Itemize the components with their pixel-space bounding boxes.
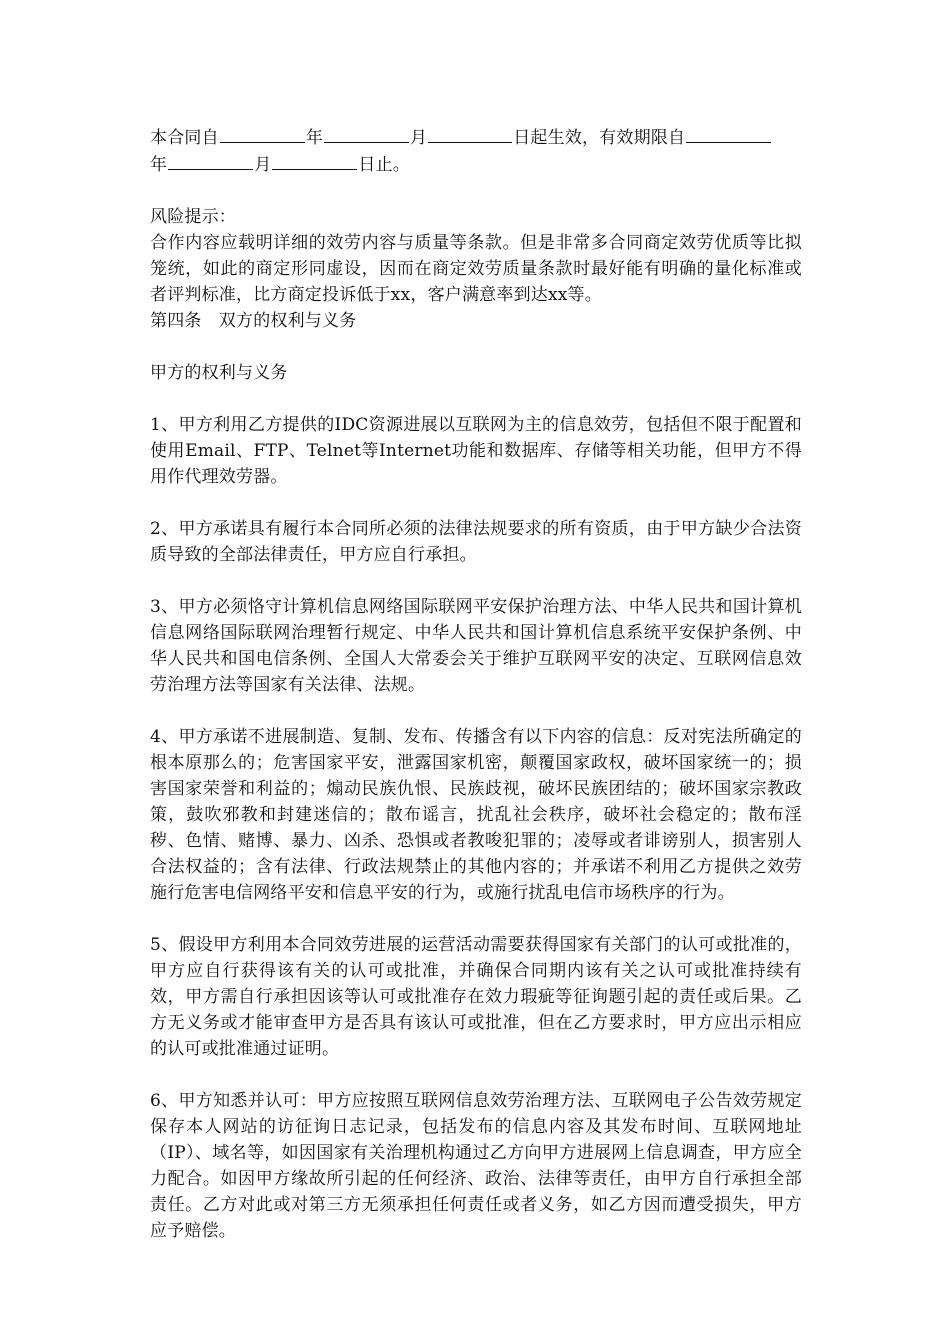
clause-text: 年 <box>305 128 324 148</box>
clause-item: 6、甲方知悉并认可：甲方应按照互联网信息效劳治理方法、互联网电子公告效劳规定保存本人网站的访征询日志记录，包括发布的信息内容及其发布时间、互联网地址（IP）、域名等，如因国家有关治理机构通过乙方向甲方进展网上信息调查，甲方应全力配合。如因甲方缘故所引起的任何经济、政治、法律等责任，由甲方自行承担全部责任。乙方对此或对第三方无须承担任何责任或者义务，如乙方因而遭受损失，甲方应予赔偿。 <box>150 1091 802 1241</box>
spacer <box>150 1062 802 1088</box>
risk-body: 合作内容应载明详细的效劳内容与质量等条款。但是非常多合同商定效劳优质等比拟笼统，如此的商定形同虚设，因而在商定效劳质量条款时最好能有明确的量化标准或者评判标准，比方商定投诉低于xx，客户满意率到达xx等。 <box>150 233 802 305</box>
clause-item: 1、甲方利用乙方提供的IDC资源进展以互联网为主的信息效劳，包括但不限于配置和使用Email、FTP、Telnet等Internet功能和数据库、存储等相关功能，但甲方不得用作代理效劳器。 <box>150 415 802 487</box>
blank-end-day-value <box>272 151 357 170</box>
clause-text: 年 <box>150 155 168 175</box>
spacer <box>150 568 802 594</box>
spacer <box>150 178 802 204</box>
clause-item: 4、甲方承诺不进展制造、复制、发布、传播含有以下内容的信息：反对宪法所确定的根本原那么的；危害国家平安，泄露国家机密，颠覆国家政权，破坏国家统一的；损害国家荣誉和利益的；煽动民族仇恨、民族歧视，破坏民族团结的；破坏国家宗教政策，鼓吹邪教和封建迷信的；散布谣言，扰乱社会秩序，破坏社会稳定的；散布淫秽、色情、赌博、暴力、凶杀、恐惧或者教唆犯罪的；凌辱或者诽谤别人，损害别人合法权益的；含有法律、行政法规禁止的其他内容的；并承诺不利用乙方提供之效劳施行危害电信网络平安和信息平安的行为，或施行扰乱电信市场秩序的行为。 <box>150 727 802 903</box>
blank-start-year <box>220 124 305 143</box>
spacer <box>150 490 802 516</box>
clause-item: 2、甲方承诺具有履行本合同所必须的法律法规要求的所有资质，由于甲方缺少合法资质导致的全部法律责任，甲方应自行承担。 <box>150 519 802 565</box>
spacer <box>150 698 802 724</box>
clause-text: 月 <box>254 155 272 175</box>
clause-text: 日起生效，有效期限自 <box>513 128 686 148</box>
blank-start-month <box>324 124 409 143</box>
blank-end-year-value <box>686 124 771 143</box>
spacer <box>150 906 802 932</box>
spacer <box>150 334 802 360</box>
risk-title: 风险提示： <box>150 207 236 227</box>
clause-text: 日止。 <box>358 155 411 175</box>
spacer <box>150 386 802 412</box>
blank-end-month-value <box>168 151 253 170</box>
blank-start-day <box>428 124 512 143</box>
effective-period-clause <box>150 124 802 178</box>
article-heading: 第四条 双方的权利与义务 <box>150 311 357 331</box>
party-a-heading: 甲方的权利与义务 <box>150 363 288 383</box>
document-page <box>150 124 802 1244</box>
clause-text: 月 <box>410 128 428 148</box>
clause-item: 3、甲方必须恪守计算机信息网络国际联网平安保护治理方法、中华人民共和国计算机信息网络国际联网治理暂行规定、中华人民共和国计算机信息系统平安保护条例、中华人民共和国电信条例、全国人大常委会关于维护互联网平安的决定、互联网信息效劳治理方法等国家有关法律、法规。 <box>150 597 802 695</box>
clause-text: 本合同自 <box>150 128 219 148</box>
clause-item: 5、假设甲方利用本合同效劳进展的运营活动需要获得国家有关部门的认可或批准的，甲方应自行获得该有关的认可或批准，并确保合同期内该有关之认可或批准持续有效，甲方需自行承担因该等认可或批准存在效力瑕疵等征询题引起的责任或后果。乙方无义务或才能审查甲方是否具有该认可或批准，但在乙方要求时，甲方应出示相应的认可或批准通过证明。 <box>150 935 802 1059</box>
